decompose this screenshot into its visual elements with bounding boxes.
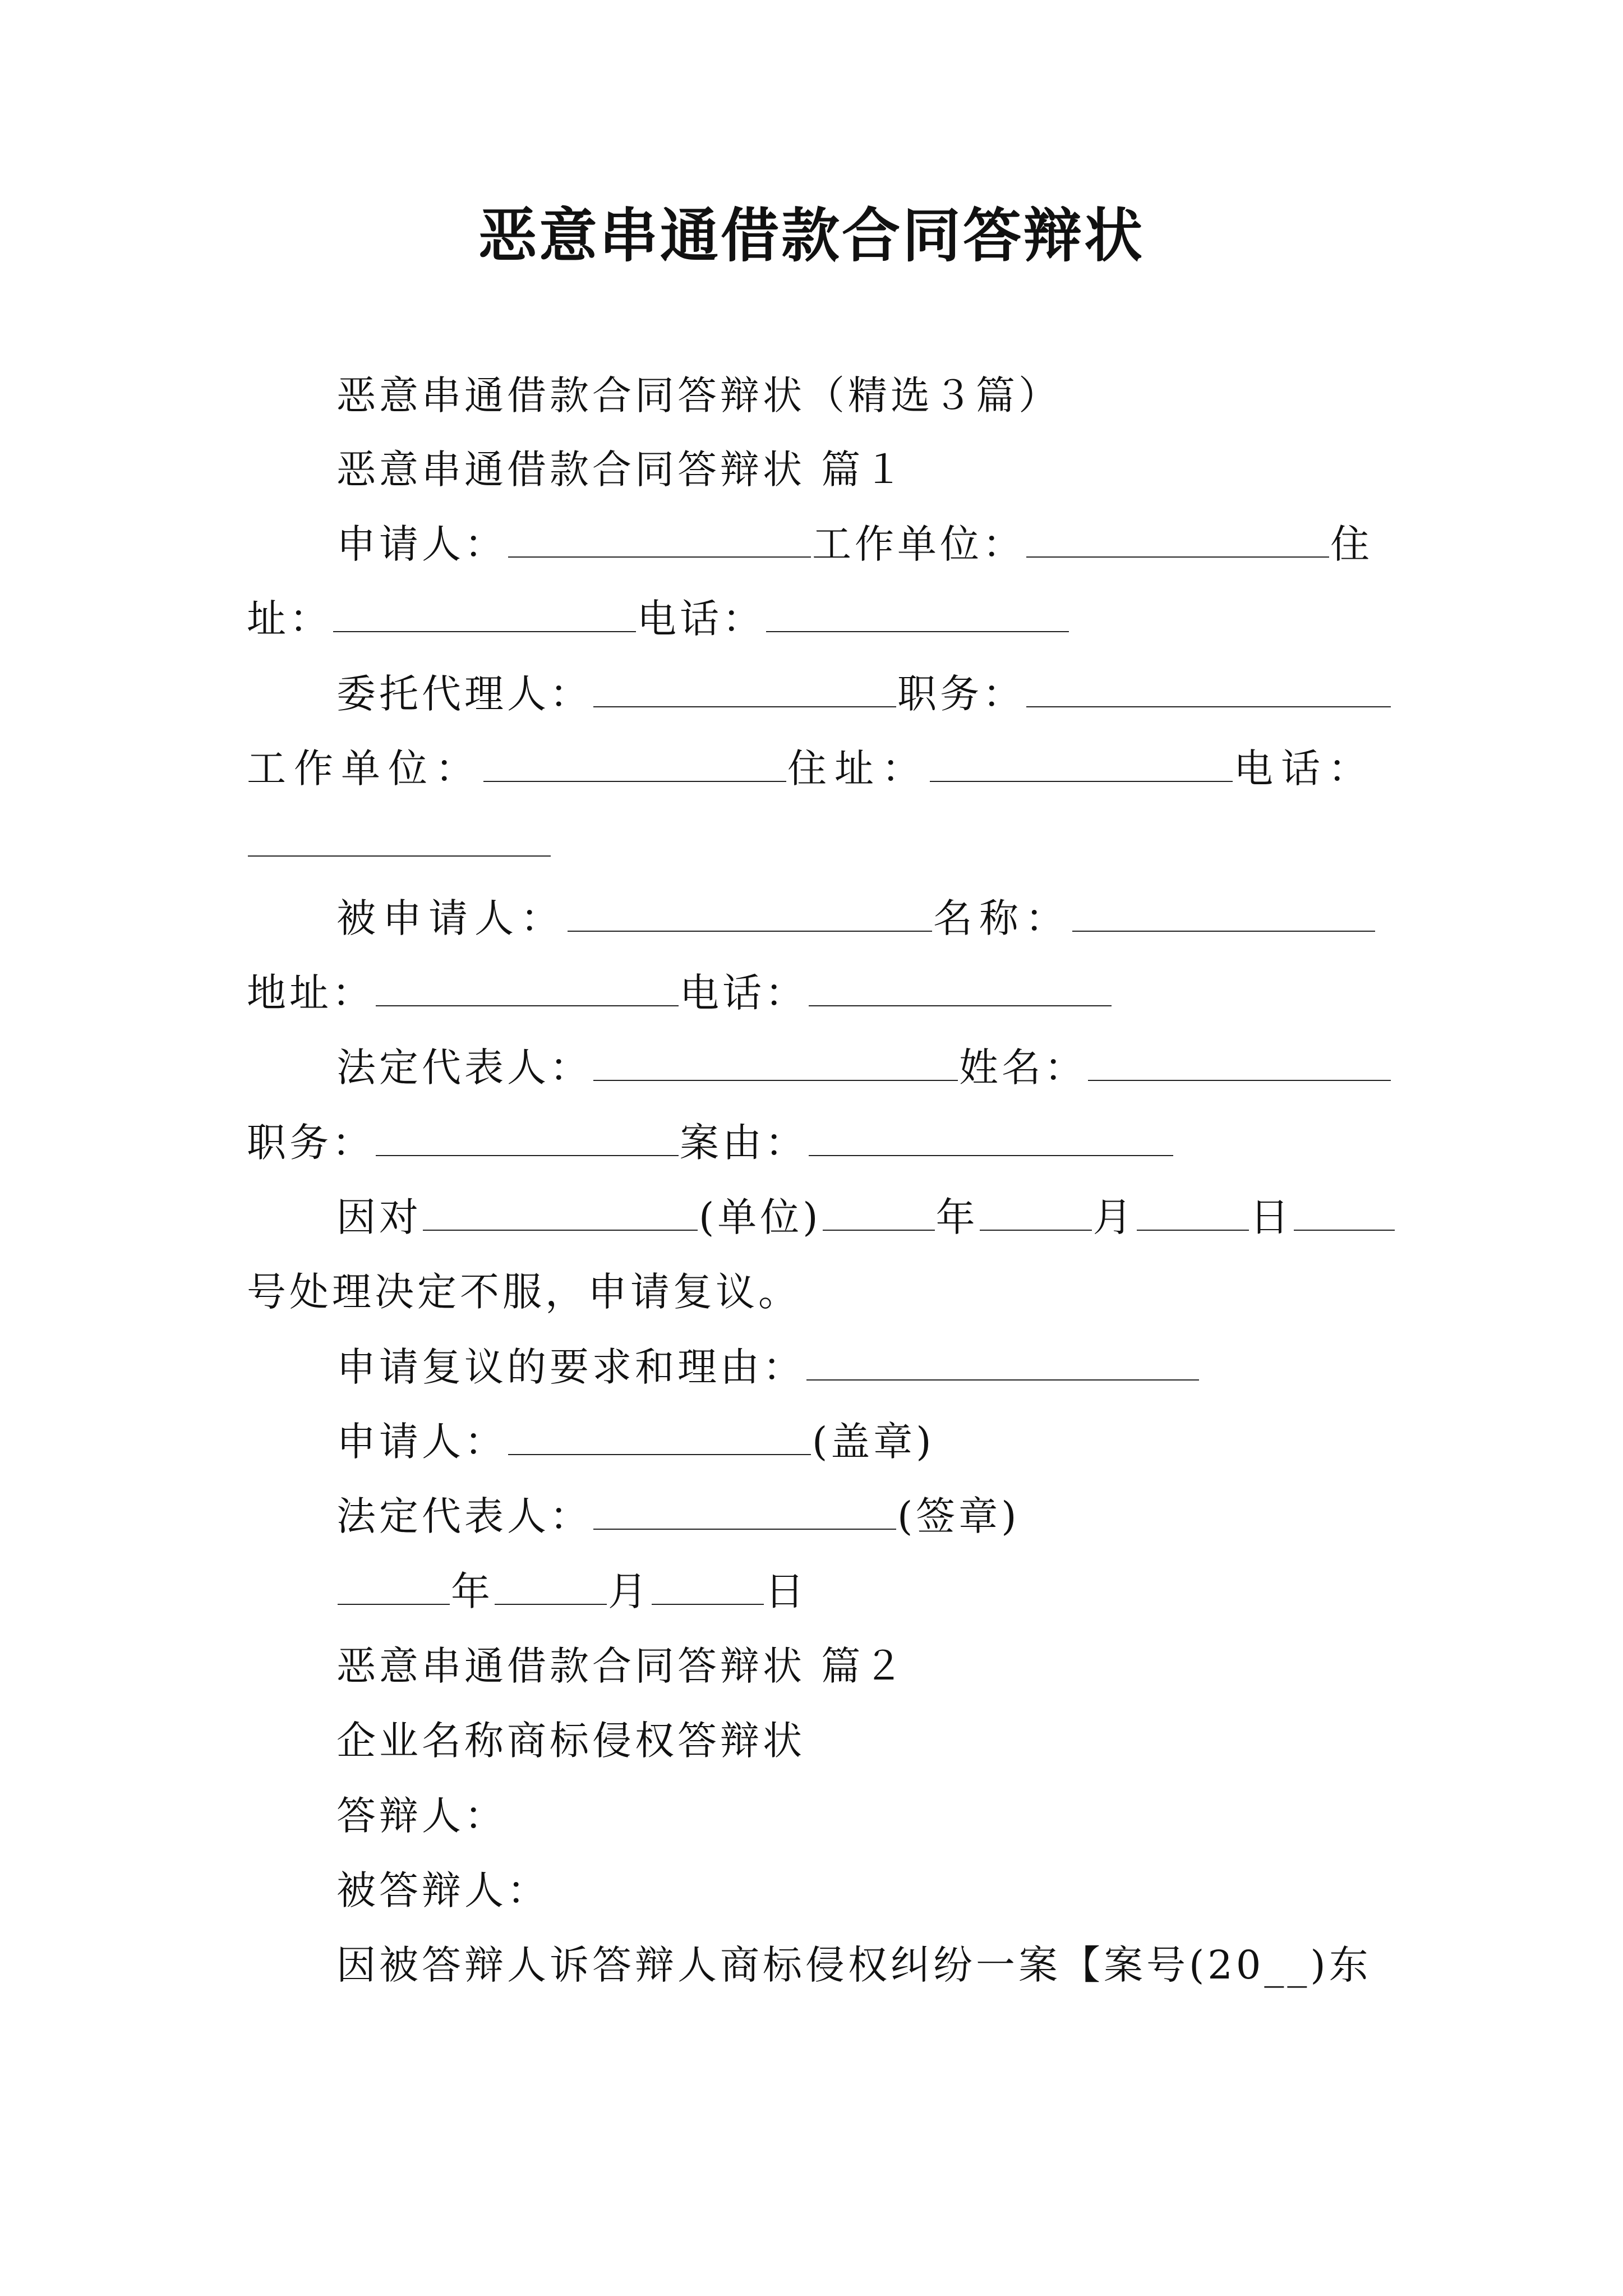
unit-text: (单位) <box>699 1194 822 1240</box>
legal-rep-label: 法定代表人： <box>336 1045 592 1091</box>
document-title: 恶意串通借款合同答辩状 <box>478 201 1145 270</box>
address-label-part2: 址： <box>247 596 332 642</box>
sign-year-blank <box>338 1568 450 1605</box>
signature-text: (签章) <box>897 1493 1020 1539</box>
legal-rep-sign-line <box>336 1491 1020 1542</box>
sign-month-text: 月 <box>608 1568 651 1614</box>
sign-date-line <box>336 1566 808 1617</box>
location-line <box>247 968 1113 1018</box>
position-label: 职务： <box>897 671 1025 717</box>
legal-rep-blank <box>593 1044 958 1081</box>
work-unit-blank <box>1026 521 1329 558</box>
requests-line <box>336 1342 1200 1392</box>
cause-label: 案由： <box>680 1120 808 1166</box>
legal-rep-sign-label: 法定代表人： <box>336 1493 592 1539</box>
decision-year-blank <box>823 1194 935 1231</box>
month-text: 月 <box>1092 1194 1136 1240</box>
address-label: 住址： <box>787 746 929 792</box>
agent-details-line <box>247 743 1375 794</box>
legal-rep-line <box>336 1042 1392 1093</box>
cause-blank <box>809 1119 1173 1156</box>
subtitle: 恶意串通借款合同答辩状（精选３篇） <box>336 372 1061 418</box>
address-blank <box>333 595 636 632</box>
requests-blank <box>806 1343 1199 1381</box>
phone-label: 电话： <box>637 596 765 642</box>
phone-blank <box>766 595 1069 632</box>
requests-label: 申请复议的要求和理由： <box>336 1344 805 1390</box>
legal-rep-sign-blank <box>593 1493 896 1530</box>
work-unit-label: 工作单位： <box>812 521 1025 567</box>
section1-heading: 恶意串通借款合同答辩状 篇１ <box>336 447 907 493</box>
name-blank <box>1072 895 1375 932</box>
applicant-sign-blank <box>508 1418 811 1455</box>
because-of: 因对 <box>336 1194 422 1240</box>
case-intro-line: 因被答辩人诉答辩人商标侵权纠纷一案【案号(20__)东 <box>336 1942 1372 1988</box>
section2-title: 企业名称商标侵权答辩状 <box>336 1718 805 1764</box>
address-blank-2 <box>930 745 1233 782</box>
work-unit-blank-2 <box>483 745 786 782</box>
name-label: 名称： <box>933 895 1071 941</box>
location-blank <box>376 969 679 1006</box>
address-phone-line <box>247 593 1070 644</box>
position-label-2: 职务： <box>247 1120 375 1166</box>
respondent-line <box>336 893 1376 944</box>
defendant-label: 答辩人： <box>336 1793 507 1839</box>
plaintiff-label: 被答辩人： <box>336 1867 550 1913</box>
work-unit-label-2: 工作单位： <box>247 746 482 792</box>
decision-line <box>336 1192 1396 1243</box>
person-name-label: 姓名： <box>959 1045 1087 1091</box>
agent-line <box>336 669 1392 719</box>
applicant-line <box>336 519 1373 569</box>
respondent-blank <box>568 895 932 932</box>
year-text: 年 <box>935 1194 979 1240</box>
phone-label-3: 电话： <box>680 970 808 1016</box>
location-label: 地址： <box>247 970 375 1016</box>
applicant-blank <box>508 521 811 558</box>
address-label-part1: 住 <box>1330 521 1373 567</box>
sign-year-text: 年 <box>451 1568 494 1614</box>
position-blank <box>1026 670 1391 707</box>
decision-day-blank <box>1137 1194 1249 1231</box>
applicant-sign-label: 申请人： <box>336 1419 507 1465</box>
section2-heading: 恶意串通借款合同答辩状 篇２ <box>336 1643 907 1689</box>
sign-month-blank <box>495 1568 607 1605</box>
agent-blank <box>593 670 896 707</box>
position-blank-2 <box>376 1119 679 1156</box>
position-cause-line <box>247 1117 1174 1168</box>
applicant-sign-line <box>336 1416 935 1467</box>
decision-unit-blank <box>423 1194 698 1231</box>
decision-number-blank <box>1294 1194 1395 1231</box>
phone-label-2: 电话： <box>1234 746 1375 792</box>
decision-month-blank <box>980 1194 1092 1231</box>
decision-text: 号处理决定不服，申请复议。 <box>247 1269 801 1315</box>
phone-blank-2 <box>248 820 551 857</box>
seal-text: (盖章) <box>812 1419 935 1465</box>
applicant-label: 申请人： <box>336 521 507 567</box>
sign-day-blank <box>652 1568 764 1605</box>
agent-label: 委托代理人： <box>336 671 592 717</box>
sign-day-text: 日 <box>765 1568 808 1614</box>
day-text: 日 <box>1249 1194 1293 1240</box>
person-name-blank <box>1088 1044 1391 1081</box>
respondent-label: 被申请人： <box>336 895 566 941</box>
phone-blank-line <box>247 818 552 868</box>
phone-blank-3 <box>809 969 1112 1006</box>
